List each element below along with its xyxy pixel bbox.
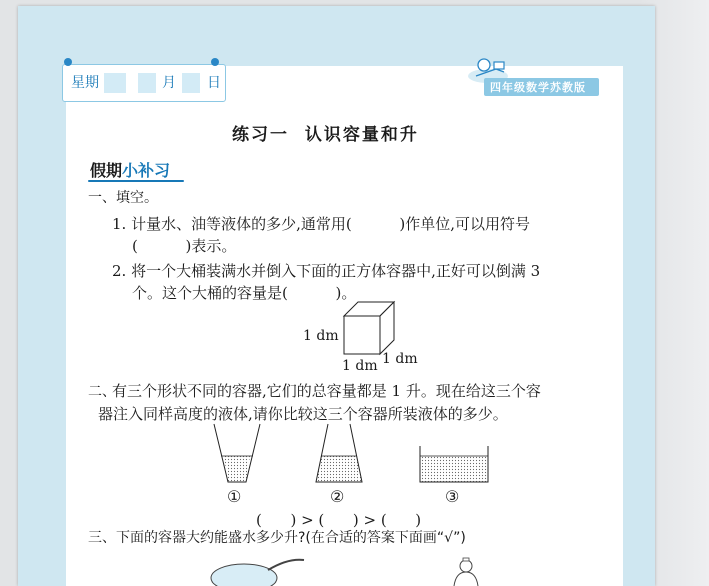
- section-banner-underline: [88, 180, 184, 182]
- section-banner-highlight: 小补习: [122, 161, 171, 180]
- section-banner-prefix: 假期: [90, 161, 123, 180]
- day-label: 日: [207, 75, 221, 91]
- question-2-line-1: 有三个形状不同的容器,它们的总容量都是 1 升。现在给这三个容: [112, 382, 541, 400]
- container-2-diagram: [314, 422, 364, 484]
- section-banner: [90, 158, 190, 182]
- container-1-label: ①: [227, 487, 242, 506]
- container-2-label: ②: [330, 487, 345, 506]
- cube-label-right: 1 dm: [382, 351, 418, 367]
- question-2-line-2: 器注入同样高度的液体,请你比较这三个容器所装液体的多少。: [98, 405, 508, 423]
- question-1-item-1-line-2: ( )表示。: [132, 237, 237, 255]
- weekday-label: 星期: [71, 75, 99, 91]
- question-3-heading: 三、下面的容器大约能盛水多少升?(在合适的答案下面画“√”): [88, 530, 466, 546]
- kettle-icon: [446, 556, 486, 586]
- book-badge-text: 四年级数学苏教版: [490, 81, 586, 94]
- question-2-heading: 二、: [88, 384, 116, 400]
- pin-icon: [211, 58, 219, 66]
- cube-label-bottom: 1 dm: [342, 358, 378, 374]
- month-label: 月: [162, 75, 176, 91]
- weekday-field[interactable]: [104, 73, 126, 93]
- container-3-label: ③: [445, 487, 460, 506]
- container-3-diagram: [418, 444, 490, 486]
- question-1-heading: 一、填空。: [88, 190, 158, 206]
- page-title: 练习一 认识容量和升: [232, 125, 419, 145]
- question-1-item-1-line-1: 1. 计量水、油等液体的多少,通常用( )作单位,可以用符号: [112, 215, 531, 233]
- question-1-item-2-line-2: 个。这个大桶的容量是( )。: [132, 284, 357, 302]
- cube-label-left: 1 dm: [303, 328, 339, 344]
- question-1-item-2-line-1: 2. 将一个大桶装满水并倒入下面的正方体容器中,正好可以倒满 3: [112, 262, 541, 280]
- day-field[interactable]: [182, 73, 200, 93]
- pin-icon: [64, 58, 72, 66]
- month-field[interactable]: [138, 73, 156, 93]
- document-page: [18, 6, 655, 586]
- comparison-answer-line: ( ) > ( ) > ( ): [256, 511, 422, 529]
- pan-icon: [208, 554, 308, 586]
- container-1-diagram: [212, 422, 262, 484]
